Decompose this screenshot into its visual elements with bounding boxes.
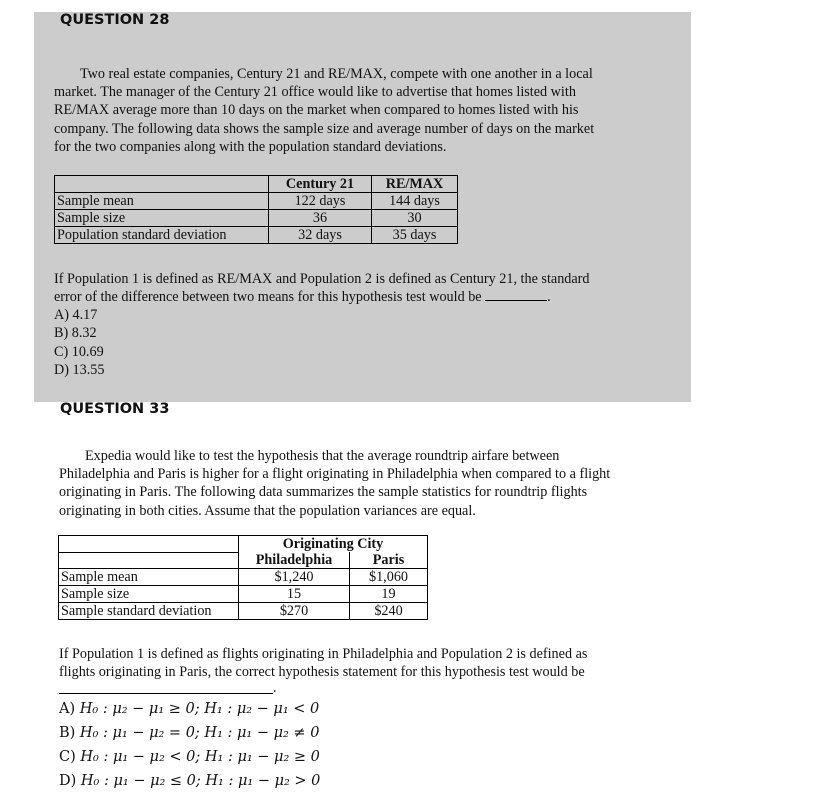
q33-para-line: Expedia would like to test the hypothesis that the average roundtrip airfare between: [85, 448, 560, 464]
table-cell: Sample mean: [59, 569, 239, 586]
q28-para-line: RE/MAX average more than 10 days on the market when compared to homes listed with his: [54, 102, 579, 119]
table-cell: 19: [350, 586, 428, 603]
table-row: [59, 569, 428, 586]
option-c[interactable]: C) H₀ : μ₁ − μ₂ < 0; H₁ : μ₁ − μ₂ ≥ 0: [59, 749, 320, 765]
table-row: [59, 603, 428, 620]
option-a[interactable]: A) H₀ : μ₂ − μ₁ ≥ 0; H₁ : μ₂ − μ₁ < 0: [59, 701, 320, 717]
q28-question-line: error of the difference between two means for this hypothesis test would be: [54, 289, 482, 306]
h0-label: H₀ :: [79, 701, 108, 717]
question-28-table: [54, 175, 458, 244]
question-28-prompt: [54, 270, 590, 306]
table-cell: Sample size: [59, 586, 239, 603]
q28-para-line: Two real estate companies, Century 21 and RE/MAX, compete with one another in a local: [80, 66, 593, 82]
h1-statement: μ₁ − μ₂ ≠ 0: [236, 725, 320, 741]
option-c[interactable]: C) 10.69: [54, 343, 104, 360]
option-d[interactable]: D) H₀ : μ₁ − μ₂ ≤ 0; H₁ : μ₁ − μ₂ > 0: [59, 773, 321, 789]
h0-statement: μ₁ − μ₂ = 0;: [112, 725, 200, 741]
q33-question-line: If Population 1 is defined as flights originating in Philadelphia and Population 2 is defined as: [59, 646, 588, 662]
table-cell: $240: [350, 603, 428, 620]
table-cell: 15: [239, 586, 350, 603]
q28-para-line: market. The manager of the Century 21 office would like to advertise that homes listed with: [54, 84, 576, 101]
q28-para-line: company. The following data shows the sample size and average number of days on the market: [54, 120, 595, 137]
table-cell: 32 days: [269, 227, 372, 244]
question-33-table: [58, 535, 428, 620]
table-header-cell: [59, 552, 239, 569]
h1-statement: μ₂ − μ₁ < 0: [236, 701, 320, 717]
question-28-title: QUESTION 28: [60, 12, 170, 28]
answer-blank: [485, 288, 547, 301]
table-cell: Population standard deviation: [55, 227, 269, 244]
h1-label: H₁ :: [205, 773, 234, 789]
table-header-cell: Paris: [350, 552, 428, 569]
question-28-options: [54, 306, 104, 379]
table-row: [55, 227, 458, 244]
option-b[interactable]: B) H₀ : μ₁ − μ₂ = 0; H₁ : μ₁ − μ₂ ≠ 0: [59, 725, 320, 741]
question-33-prompt: [59, 645, 587, 681]
table-header-row: [55, 176, 458, 193]
table-row: [55, 193, 458, 210]
q33-para-line: originating in Paris. The following data summarizes the sample statistics for roundtrip flights: [59, 484, 588, 501]
table-cell: $1,060: [350, 569, 428, 586]
question-28-paragraph: [54, 65, 594, 156]
table-cell: 122 days: [269, 193, 372, 210]
table-cell: 144 days: [372, 193, 458, 210]
table-cell: $1,240: [239, 569, 350, 586]
table-header-cell: [55, 176, 269, 193]
h1-statement: μ₁ − μ₂ > 0: [237, 773, 321, 789]
table-header-cell: RE/MAX: [372, 176, 458, 193]
q33-para-line: originating in both cities. Assume that the population variances are equal.: [59, 502, 476, 519]
option-b[interactable]: B) 8.32: [54, 325, 97, 342]
h0-statement: μ₁ − μ₂ ≤ 0;: [113, 773, 201, 789]
table-cell: 36: [269, 210, 372, 227]
q28-question-line: If Population 1 is defined as RE/MAX and Population 2 is defined as Century 21, the standard: [54, 271, 590, 287]
h1-label: H₁ :: [204, 701, 233, 717]
table-cell: Sample mean: [55, 193, 269, 210]
table-header-cell: Philadelphia: [239, 552, 350, 569]
table-header-row: [59, 552, 428, 569]
h1-label: H₁ :: [204, 725, 233, 741]
table-cell: Sample standard deviation: [59, 603, 239, 620]
question-33-paragraph: [59, 447, 610, 520]
table-group-header: Originating City: [239, 536, 428, 553]
table-header-cell: Century 21: [269, 176, 372, 193]
table-group-header-row: [59, 536, 428, 553]
table-cell: Sample size: [55, 210, 269, 227]
q33-question-line: flights originating in Paris, the correct hypothesis statement for this hypothesis test would be: [59, 664, 585, 681]
question-33-title: QUESTION 33: [60, 401, 170, 417]
option-d[interactable]: D) 13.55: [54, 361, 105, 378]
h0-label: H₀ :: [80, 749, 109, 765]
table-cell: 30: [372, 210, 458, 227]
q28-question-end: .: [547, 289, 551, 306]
h1-statement: μ₁ − μ₂ ≥ 0: [237, 749, 320, 765]
h0-statement: μ₁ − μ₂ < 0;: [112, 749, 201, 765]
h1-label: H₁ :: [204, 749, 233, 765]
h0-label: H₀ :: [80, 773, 109, 789]
table-row: [55, 210, 458, 227]
table-cell: 35 days: [372, 227, 458, 244]
option-a[interactable]: A) 4.17: [54, 307, 98, 323]
h0-statement: μ₂ − μ₁ ≥ 0;: [112, 701, 200, 717]
h0-label: H₀ :: [79, 725, 108, 741]
q28-para-line: for the two companies along with the population standard deviations.: [54, 138, 447, 155]
table-cell: $270: [239, 603, 350, 620]
answer-blank-line: [59, 693, 273, 694]
q33-question-end: .: [273, 680, 277, 696]
q33-para-line: Philadelphia and Paris is higher for a flight originating in Philadelphia when compared to a flight: [59, 466, 611, 483]
table-row: [59, 586, 428, 603]
